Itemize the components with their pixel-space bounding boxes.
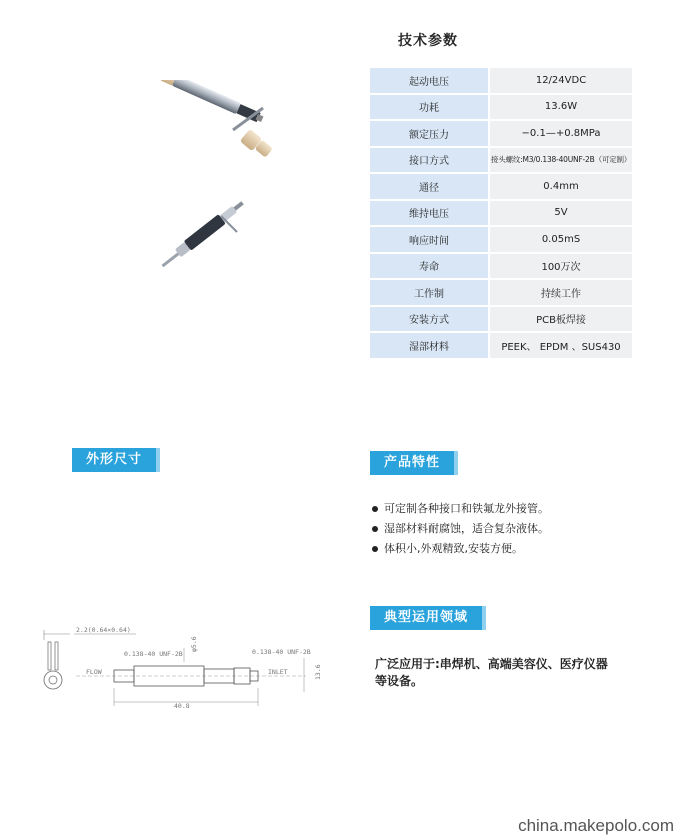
application-badge: 典型运用领域	[370, 606, 482, 630]
feature-item: 可定制各种接口和铁氟龙外接管。	[372, 499, 549, 519]
features-list	[372, 499, 549, 559]
spec-table	[370, 68, 632, 360]
spec-row: 起动电压 12/24VDC	[370, 68, 632, 94]
thread-left-label: 0.138-40 UNF-2B	[124, 650, 183, 658]
bullet-icon	[372, 506, 378, 512]
dimensions-badge: 外形尺寸	[72, 448, 156, 472]
dim-top-label: 2.2(0.64×0.64)	[76, 626, 131, 634]
feature-item: 湿部材料耐腐蚀，适合复杂液体。	[372, 519, 549, 539]
diameter-label: φ5.6	[190, 636, 198, 652]
spec-row: 湿部材料 PEEK、 EPDM 、SUS430	[370, 332, 632, 359]
spec-row: 接口方式 接头螺纹:M3/0.138-40UNF-2B（可定制）	[370, 147, 632, 174]
features-badge: 产品特性	[370, 451, 454, 475]
application-text: 广泛应用于:串焊机、高端美容仪、医疗仪器等设备。	[375, 657, 608, 688]
spec-row: 工作制 持续工作	[370, 279, 632, 306]
dimension-drawing	[36, 618, 336, 718]
spec-row: 安装方式 PCB板焊接	[370, 306, 632, 333]
spec-row: 维持电压 5V	[370, 200, 632, 227]
height-label: 13.6	[314, 664, 322, 680]
product-photo-2	[155, 198, 255, 273]
spec-row: 额定压力 −0.1—+0.8MPa	[370, 120, 632, 147]
flow-label: FLOW	[86, 668, 102, 676]
feature-item: 体积小,外观精致,安装方便。	[372, 539, 549, 559]
spec-row: 功耗 13.6W	[370, 94, 632, 121]
length-label: 40.8	[174, 702, 190, 710]
spec-row: 响应时间 0.05mS	[370, 226, 632, 253]
inlet-label: INLET	[268, 668, 288, 676]
spec-title: 技术参数	[398, 33, 458, 49]
spec-row: 通径 0.4mm	[370, 173, 632, 200]
spec-row: 寿命 100万次	[370, 253, 632, 280]
product-photo-1	[145, 80, 275, 165]
bullet-icon	[372, 546, 378, 552]
bullet-icon	[372, 526, 378, 532]
watermark: china.makepolo.com	[518, 816, 674, 835]
thread-right-label: 0.138-40 UNF-2B	[252, 648, 311, 656]
